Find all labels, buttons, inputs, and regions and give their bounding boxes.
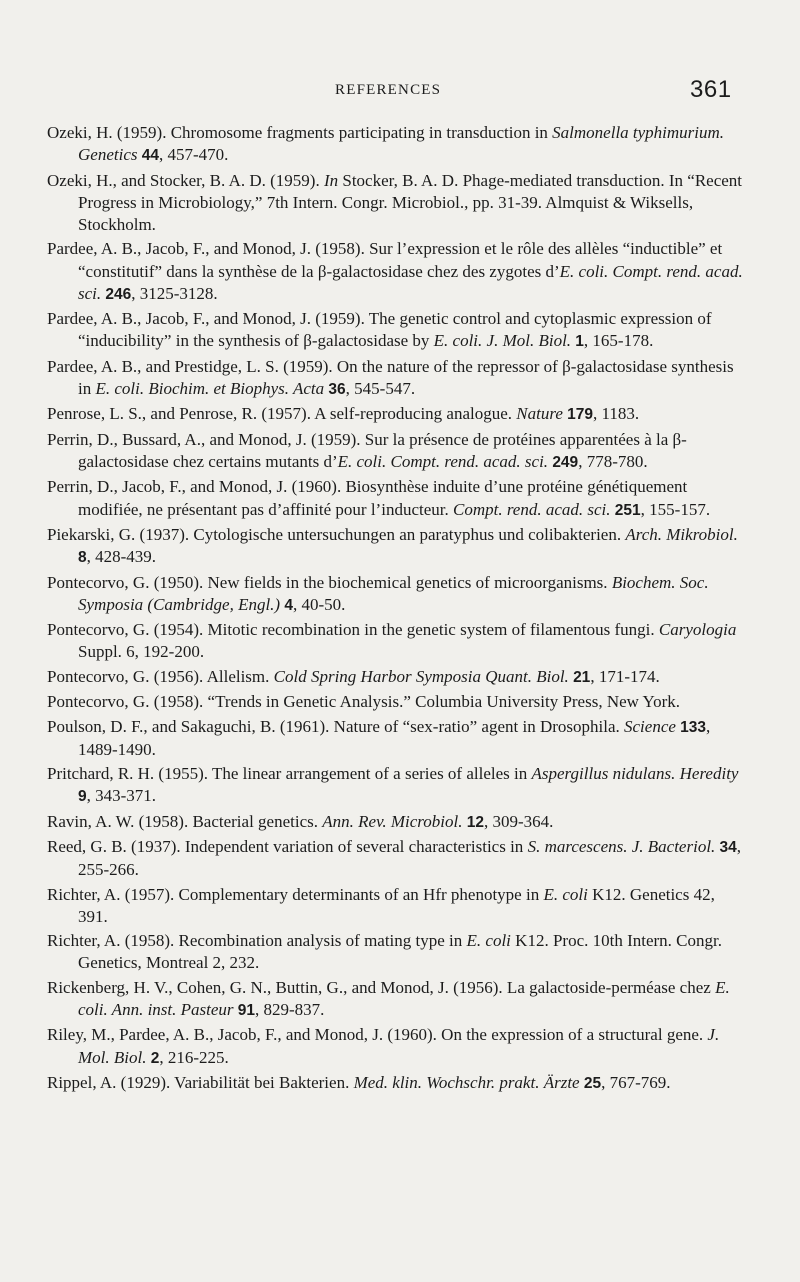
ref-volume: 8 [78, 549, 87, 567]
ref-pages: , 165-178. [583, 331, 654, 351]
ref-volume: 133 [680, 718, 707, 736]
ref-journal: Nature [516, 404, 563, 424]
ref-text: Richter, A. (1958). Recombination analysis of mating type in [47, 931, 467, 951]
ref-volume: 44 [141, 147, 159, 165]
ref-journal: E. coli [543, 884, 588, 904]
ref-journal: Aspergillus nidulans. Heredity [531, 764, 739, 784]
ref-text: Piekarski, G. (1937). Cytologische untersuchungen an paratyphus und colibakterien. [47, 524, 626, 544]
ref-volume: 4 [284, 596, 293, 614]
ref-volume: 12 [466, 813, 484, 831]
reference-entry [47, 572, 747, 617]
ref-pages: , 343-371. [86, 786, 157, 806]
reference-entry [47, 884, 747, 928]
ref-volume: 34 [719, 839, 737, 857]
ref-journal: In [323, 170, 339, 190]
ref-volume: 9 [78, 788, 87, 806]
reference-entry [47, 716, 747, 761]
ref-volume: 246 [105, 285, 132, 303]
ref-pages: , 428-439. [86, 547, 157, 567]
ref-volume: 91 [237, 1002, 256, 1020]
ref-volume: 251 [614, 501, 641, 519]
ref-pages: , 255-266. [78, 837, 742, 880]
ref-text: Pontecorvo, G. (1950). New fields in the biochemical genetics of microorganisms. [47, 572, 612, 592]
reference-entry [47, 429, 747, 474]
reference-entry [47, 1072, 747, 1095]
reference-entry [47, 403, 747, 426]
ref-journal: Med. klin. Wochschr. prakt. Ärzte [353, 1073, 580, 1093]
reference-entry [47, 170, 747, 237]
ref-pages: , 1489-1490. [78, 716, 711, 759]
ref-pages: , 155-157. [640, 499, 711, 519]
ref-pages: Suppl. 6, 192-200. [78, 642, 205, 662]
reference-entry [47, 619, 747, 663]
ref-text: Pontecorvo, G. (1954). Mitotic recombination in the genetic system of filamentous fungi. [47, 620, 659, 640]
reference-entry [47, 666, 747, 689]
ref-text: Pardee, A. B., Jacob, F., and Monod, J. (1958). Sur l’expression et le rôle des allèles “inductible” et “constitutif” dans la synthèse de la β-galactosidase chez des zygotes d’ [47, 239, 723, 281]
ref-volume: 2 [150, 1049, 160, 1067]
ref-pages: , 171-174. [590, 666, 660, 686]
reference-list [47, 122, 747, 1097]
ref-volume: 179 [567, 406, 594, 424]
reference-entry [47, 356, 747, 401]
ref-text: Pardee, A. B., and Prestidge, L. S. (1959). On the nature of the repressor of β-galactosidase synthesis in [47, 356, 734, 398]
ref-journal: Arch. Mikrobiol. [625, 524, 738, 544]
ref-pages: , 1183. [593, 404, 640, 424]
ref-journal: E. coli [466, 931, 511, 951]
ref-pages: Stocker, B. A. D. Phage-mediated transduction. In “Recent Progress in Microbiology,” 7th Intern. Congr. Microbiol., pp. 31-39. Almquist & Wiksells, Stockholm. [78, 170, 743, 234]
reference-entry [47, 524, 747, 569]
ref-pages: K12. Genetics 42, 391. [78, 884, 715, 926]
ref-text: Ravin, A. W. (1958). Bacterial genetics. [47, 811, 323, 831]
ref-text: Ozeki, H., and Stocker, B. A. D. (1959). [47, 170, 324, 190]
ref-text: Pontecorvo, G. (1958). “Trends in Genetic Analysis.” Columbia University Press, New York. [47, 692, 681, 712]
ref-journal: Science [624, 716, 676, 736]
reference-entry [47, 836, 747, 881]
ref-pages: , 309-364. [483, 811, 554, 831]
page-number: 361 [690, 76, 732, 103]
reference-entry [47, 122, 747, 167]
reference-entry [47, 691, 747, 713]
ref-text: Penrose, L. S., and Penrose, R. (1957). A self-reproducing analogue. [47, 404, 517, 424]
ref-pages: K12. Proc. 10th Intern. Congr. Genetics, Montreal 2, 232. [78, 931, 722, 973]
reference-entry [47, 476, 747, 521]
reference-entry [47, 811, 747, 834]
reference-entry [47, 238, 747, 306]
ref-pages: , 767-769. [601, 1073, 671, 1093]
ref-text: Pritchard, R. H. (1955). The linear arrangement of a series of alleles in [47, 764, 532, 784]
ref-text: Riley, M., Pardee, A. B., Jacob, F., and Monod, J. (1960). On the expression of a structural gene. [47, 1025, 708, 1045]
ref-journal: Biochem. Soc. Symposia (Cambridge, Engl.) [78, 572, 709, 614]
ref-text: Ozeki, H. (1959). Chromosome fragments participating in transduction in [47, 123, 553, 142]
reference-entry [47, 308, 747, 353]
ref-text: Poulson, D. F., and Sakaguchi, B. (1961). Nature of “sex-ratio” agent in Drosophila. [47, 716, 624, 736]
reference-entry [47, 977, 747, 1022]
ref-journal: Salmonella typhimurium. Genetics [78, 123, 725, 165]
ref-pages: , 545-547. [345, 378, 416, 398]
page-header [0, 76, 800, 106]
reference-entry [47, 1024, 747, 1069]
reference-entry [47, 930, 747, 974]
ref-text: Rippel, A. (1929). Variabilität bei Bakterien. [47, 1073, 354, 1093]
ref-text: Richter, A. (1957). Complementary determinants of an Hfr phenotype in [47, 884, 544, 904]
ref-journal: S. marcescens. J. Bacteriol. [527, 837, 716, 857]
ref-volume: 249 [552, 453, 579, 471]
ref-text: Perrin, D., Bussard, A., and Monod, J. (1959). Sur la présence de protéines apparentées à la β-galactosidase chez certains mutants d’ [47, 429, 687, 471]
ref-volume: 25 [583, 1075, 602, 1093]
ref-pages: , 778-780. [578, 451, 648, 471]
ref-journal: Cold Spring Harbor Symposia Quant. Biol. [273, 666, 569, 686]
ref-text: Reed, G. B. (1937). Independent variation of several characteristics in [47, 837, 528, 857]
ref-text: Pontecorvo, G. (1956). Allelism. [47, 666, 274, 686]
ref-journal: E. coli. Ann. inst. Pasteur [78, 977, 730, 1020]
ref-pages: , 829-837. [255, 1000, 325, 1020]
ref-volume: 36 [328, 380, 346, 398]
ref-text: Rickenberg, H. V., Cohen, G. N., Buttin, G., and Monod, J. (1956). La galactoside-perméase chez [47, 977, 716, 997]
ref-pages: , 457-470. [158, 145, 229, 165]
ref-pages: , 40-50. [292, 594, 346, 614]
ref-volume: 1 [575, 333, 584, 351]
running-head: REFERENCES [335, 82, 442, 98]
ref-text: Perrin, D., Jacob, F., and Monod, J. (1960). Biosynthèse induite d’une protéine génétiquement modifiée, ne présentant pas d’affinité pour l’inducteur. [47, 477, 688, 519]
reference-entry [47, 763, 747, 808]
ref-pages: , 216-225. [159, 1047, 229, 1067]
ref-journal: Caryologia [658, 620, 737, 640]
ref-journal: E. coli. Biochim. et Biophys. Acta [95, 378, 325, 398]
ref-text: Pardee, A. B., Jacob, F., and Monod, J. (1959). The genetic control and cytoplasmic expression of “inducibility” in the synthesis of β-galactosidase by [47, 309, 712, 351]
ref-journal: Ann. Rev. Microbiol. [322, 811, 463, 831]
ref-journal: J. Mol. Biol. [78, 1025, 720, 1067]
ref-volume: 21 [573, 668, 591, 686]
ref-journal: E. coli. J. Mol. Biol. [433, 331, 572, 351]
ref-pages: , 3125-3128. [131, 283, 218, 303]
ref-journal: E. coli. Compt. rend. acad. sci. [337, 451, 549, 471]
ref-journal: Compt. rend. acad. sci. [452, 499, 611, 519]
ref-journal: E. coli. Compt. rend. acad. sci. [78, 261, 743, 303]
